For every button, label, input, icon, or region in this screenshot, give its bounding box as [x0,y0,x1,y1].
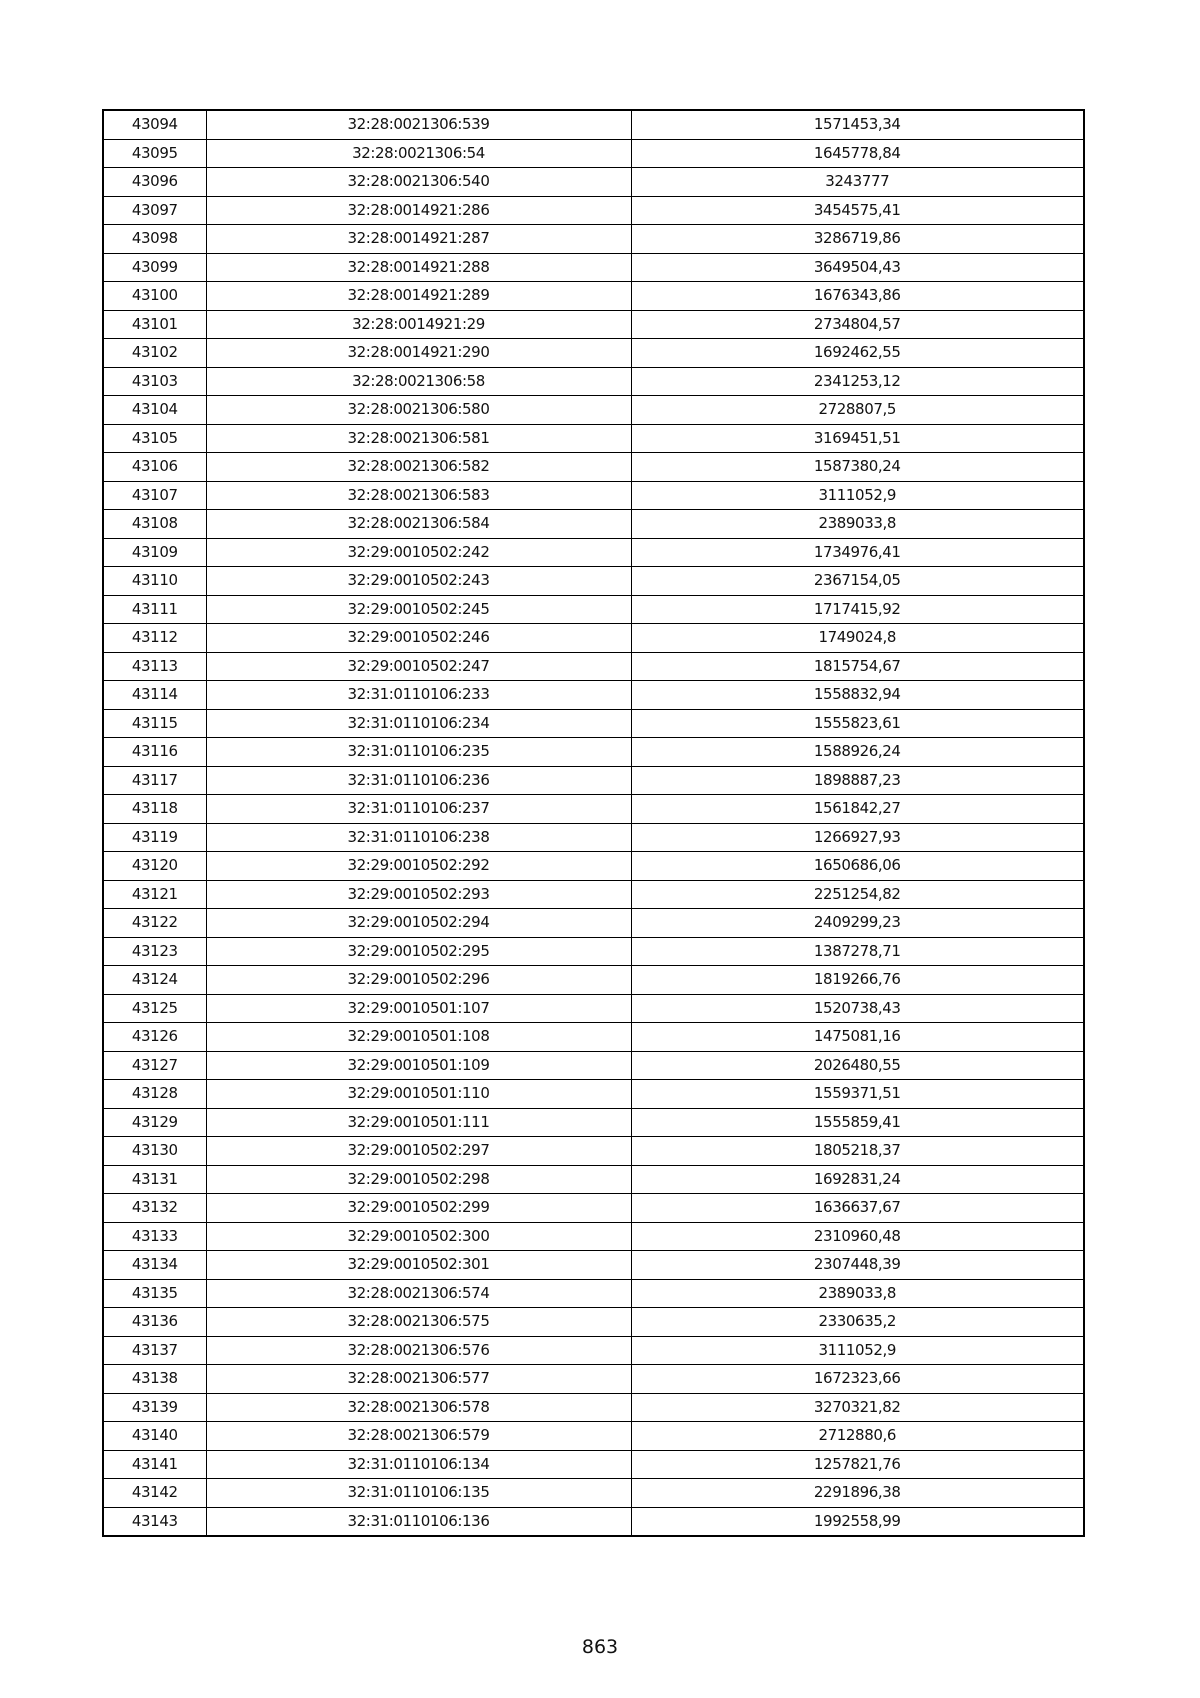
row-number-cell: 43138 [103,1365,206,1394]
value-cell: 1749024,8 [631,624,1084,653]
table-row [103,795,1084,824]
row-number-cell: 43112 [103,624,206,653]
row-number-cell: 43099 [103,253,206,282]
row-number-cell: 43137 [103,1336,206,1365]
value-cell: 3111052,9 [631,1336,1084,1365]
table-row [103,1308,1084,1337]
value-cell: 1676343,86 [631,282,1084,311]
table-row [103,852,1084,881]
value-cell: 1588926,24 [631,738,1084,767]
cadastral-number-cell: 32:31:0110106:135 [206,1479,631,1508]
table-row [103,1165,1084,1194]
row-number-cell: 43109 [103,538,206,567]
value-cell: 2026480,55 [631,1051,1084,1080]
row-number-cell: 43132 [103,1194,206,1223]
table-row [103,196,1084,225]
value-cell: 2367154,05 [631,567,1084,596]
value-cell: 2712880,6 [631,1422,1084,1451]
value-cell: 3169451,51 [631,424,1084,453]
value-cell: 1559371,51 [631,1080,1084,1109]
cadastral-number-cell: 32:29:0010502:293 [206,880,631,909]
value-cell: 1636637,67 [631,1194,1084,1223]
table-row [103,681,1084,710]
table-row [103,1365,1084,1394]
cadastral-number-cell: 32:29:0010501:109 [206,1051,631,1080]
value-cell: 1734976,41 [631,538,1084,567]
cadastral-number-cell: 32:28:0021306:583 [206,481,631,510]
row-number-cell: 43121 [103,880,206,909]
cadastral-number-cell: 32:28:0014921:289 [206,282,631,311]
row-number-cell: 43117 [103,766,206,795]
cadastral-number-cell: 32:31:0110106:235 [206,738,631,767]
row-number-cell: 43106 [103,453,206,482]
row-number-cell: 43126 [103,1023,206,1052]
table-row [103,652,1084,681]
table-row [103,1507,1084,1536]
table-row [103,1479,1084,1508]
cadastral-number-cell: 32:28:0021306:577 [206,1365,631,1394]
cadastral-number-cell: 32:28:0021306:579 [206,1422,631,1451]
row-number-cell: 43122 [103,909,206,938]
value-cell: 1672323,66 [631,1365,1084,1394]
row-number-cell: 43114 [103,681,206,710]
cadastral-number-cell: 32:28:0021306:581 [206,424,631,453]
table-row [103,538,1084,567]
value-cell: 1266927,93 [631,823,1084,852]
value-cell: 3286719,86 [631,225,1084,254]
row-number-cell: 43125 [103,994,206,1023]
row-number-cell: 43105 [103,424,206,453]
row-number-cell: 43119 [103,823,206,852]
row-number-cell: 43129 [103,1108,206,1137]
table-row [103,481,1084,510]
row-number-cell: 43141 [103,1450,206,1479]
cadastral-number-cell: 32:29:0010502:301 [206,1251,631,1280]
table-row [103,453,1084,482]
value-cell: 2728807,5 [631,396,1084,425]
row-number-cell: 43124 [103,966,206,995]
cadastral-number-cell: 32:28:0021306:54 [206,139,631,168]
row-number-cell: 43133 [103,1222,206,1251]
table-row [103,1279,1084,1308]
value-cell: 1571453,34 [631,110,1084,139]
row-number-cell: 43143 [103,1507,206,1536]
table-row [103,937,1084,966]
table-row [103,823,1084,852]
table-row [103,1023,1084,1052]
row-number-cell: 43140 [103,1422,206,1451]
value-cell: 1587380,24 [631,453,1084,482]
cadastral-number-cell: 32:29:0010502:245 [206,595,631,624]
cadastral-number-cell: 32:28:0021306:574 [206,1279,631,1308]
table-row [103,396,1084,425]
cadastral-number-cell: 32:29:0010502:247 [206,652,631,681]
table-row [103,1137,1084,1166]
table-row [103,567,1084,596]
table-row [103,1422,1084,1451]
value-cell: 2341253,12 [631,367,1084,396]
row-number-cell: 43098 [103,225,206,254]
cadastral-number-cell: 32:28:0021306:578 [206,1393,631,1422]
row-number-cell: 43135 [103,1279,206,1308]
value-cell: 2310960,48 [631,1222,1084,1251]
cadastral-number-cell: 32:28:0014921:287 [206,225,631,254]
table-body [103,110,1084,1536]
value-cell: 1898887,23 [631,766,1084,795]
value-cell: 1520738,43 [631,994,1084,1023]
cadastral-number-cell: 32:28:0021306:580 [206,396,631,425]
value-cell: 1819266,76 [631,966,1084,995]
table-row [103,339,1084,368]
table-row [103,282,1084,311]
value-cell: 2389033,8 [631,1279,1084,1308]
table-row [103,595,1084,624]
cadastral-number-cell: 32:29:0010501:110 [206,1080,631,1109]
cadastral-number-cell: 32:29:0010502:294 [206,909,631,938]
row-number-cell: 43142 [103,1479,206,1508]
cadastral-number-cell: 32:28:0021306:540 [206,168,631,197]
cadastral-number-cell: 32:29:0010502:295 [206,937,631,966]
row-number-cell: 43103 [103,367,206,396]
row-number-cell: 43113 [103,652,206,681]
cadastral-number-cell: 32:29:0010502:242 [206,538,631,567]
row-number-cell: 43136 [103,1308,206,1337]
page-number: 863 [581,1636,619,1658]
table-row [103,367,1084,396]
table-row [103,709,1084,738]
cadastral-number-cell: 32:28:0021306:58 [206,367,631,396]
row-number-cell: 43115 [103,709,206,738]
value-cell: 1645778,84 [631,139,1084,168]
row-number-cell: 43104 [103,396,206,425]
value-cell: 1555823,61 [631,709,1084,738]
cadastral-number-cell: 32:29:0010502:300 [206,1222,631,1251]
table-row [103,1051,1084,1080]
cadastral-number-cell: 32:31:0110106:136 [206,1507,631,1536]
value-cell: 1257821,76 [631,1450,1084,1479]
cadastral-number-cell: 32:29:0010501:111 [206,1108,631,1137]
row-number-cell: 43127 [103,1051,206,1080]
value-cell: 2307448,39 [631,1251,1084,1280]
row-number-cell: 43096 [103,168,206,197]
table-row [103,1080,1084,1109]
cadastral-number-cell: 32:28:0014921:29 [206,310,631,339]
value-cell: 2330635,2 [631,1308,1084,1337]
cadastral-number-cell: 32:29:0010502:246 [206,624,631,653]
row-number-cell: 43101 [103,310,206,339]
value-cell: 1805218,37 [631,1137,1084,1166]
table-row [103,1194,1084,1223]
value-cell: 3454575,41 [631,196,1084,225]
row-number-cell: 43116 [103,738,206,767]
table-row [103,1450,1084,1479]
value-cell: 1692831,24 [631,1165,1084,1194]
cadastral-number-cell: 32:29:0010501:108 [206,1023,631,1052]
cadastral-number-cell: 32:28:0014921:290 [206,339,631,368]
row-number-cell: 43130 [103,1137,206,1166]
value-cell: 2291896,38 [631,1479,1084,1508]
table-row [103,994,1084,1023]
table-row [103,139,1084,168]
cadastral-number-cell: 32:31:0110106:234 [206,709,631,738]
row-number-cell: 43094 [103,110,206,139]
row-number-cell: 43102 [103,339,206,368]
row-number-cell: 43134 [103,1251,206,1280]
cadastral-number-cell: 32:29:0010502:299 [206,1194,631,1223]
row-number-cell: 43111 [103,595,206,624]
table-row [103,1251,1084,1280]
value-cell: 2251254,82 [631,880,1084,909]
cadastral-number-cell: 32:29:0010502:243 [206,567,631,596]
row-number-cell: 43108 [103,510,206,539]
row-number-cell: 43097 [103,196,206,225]
cadastral-number-cell: 32:31:0110106:233 [206,681,631,710]
table-row [103,510,1084,539]
cadastral-number-cell: 32:29:0010501:107 [206,994,631,1023]
row-number-cell: 43120 [103,852,206,881]
cadastral-number-cell: 32:28:0021306:584 [206,510,631,539]
table-row [103,253,1084,282]
table-row [103,766,1084,795]
cadastral-number-cell: 32:28:0021306:575 [206,1308,631,1337]
row-number-cell: 43100 [103,282,206,311]
value-cell: 1815754,67 [631,652,1084,681]
value-cell: 1387278,71 [631,937,1084,966]
table-row [103,225,1084,254]
cadastral-value-table [102,109,1085,1537]
table-row [103,424,1084,453]
table-row [103,1393,1084,1422]
row-number-cell: 43118 [103,795,206,824]
value-cell: 1717415,92 [631,595,1084,624]
cadastral-number-cell: 32:28:0021306:539 [206,110,631,139]
row-number-cell: 43139 [103,1393,206,1422]
row-number-cell: 43110 [103,567,206,596]
table-row [103,738,1084,767]
cadastral-number-cell: 32:31:0110106:236 [206,766,631,795]
value-cell: 1692462,55 [631,339,1084,368]
value-cell: 2389033,8 [631,510,1084,539]
value-cell: 2409299,23 [631,909,1084,938]
cadastral-number-cell: 32:29:0010502:296 [206,966,631,995]
row-number-cell: 43123 [103,937,206,966]
value-cell: 1650686,06 [631,852,1084,881]
value-cell: 2734804,57 [631,310,1084,339]
value-cell: 3649504,43 [631,253,1084,282]
table-row [103,1336,1084,1365]
cadastral-number-cell: 32:29:0010502:292 [206,852,631,881]
cadastral-number-cell: 32:31:0110106:238 [206,823,631,852]
table-row [103,1222,1084,1251]
table-row [103,310,1084,339]
value-cell: 1558832,94 [631,681,1084,710]
cadastral-number-cell: 32:29:0010502:298 [206,1165,631,1194]
cadastral-number-cell: 32:28:0014921:286 [206,196,631,225]
table-row [103,624,1084,653]
row-number-cell: 43095 [103,139,206,168]
cadastral-number-cell: 32:31:0110106:237 [206,795,631,824]
table-row [103,168,1084,197]
cadastral-number-cell: 32:28:0014921:288 [206,253,631,282]
table-row [103,1108,1084,1137]
table-row [103,909,1084,938]
value-cell: 3243777 [631,168,1084,197]
value-cell: 1561842,27 [631,795,1084,824]
table-row [103,966,1084,995]
value-cell: 1992558,99 [631,1507,1084,1536]
value-cell: 3111052,9 [631,481,1084,510]
row-number-cell: 43128 [103,1080,206,1109]
cadastral-number-cell: 32:31:0110106:134 [206,1450,631,1479]
table-row [103,880,1084,909]
value-cell: 1555859,41 [631,1108,1084,1137]
value-cell: 3270321,82 [631,1393,1084,1422]
value-cell: 1475081,16 [631,1023,1084,1052]
row-number-cell: 43131 [103,1165,206,1194]
row-number-cell: 43107 [103,481,206,510]
cadastral-number-cell: 32:29:0010502:297 [206,1137,631,1166]
cadastral-number-cell: 32:28:0021306:576 [206,1336,631,1365]
cadastral-number-cell: 32:28:0021306:582 [206,453,631,482]
table-row [103,110,1084,139]
